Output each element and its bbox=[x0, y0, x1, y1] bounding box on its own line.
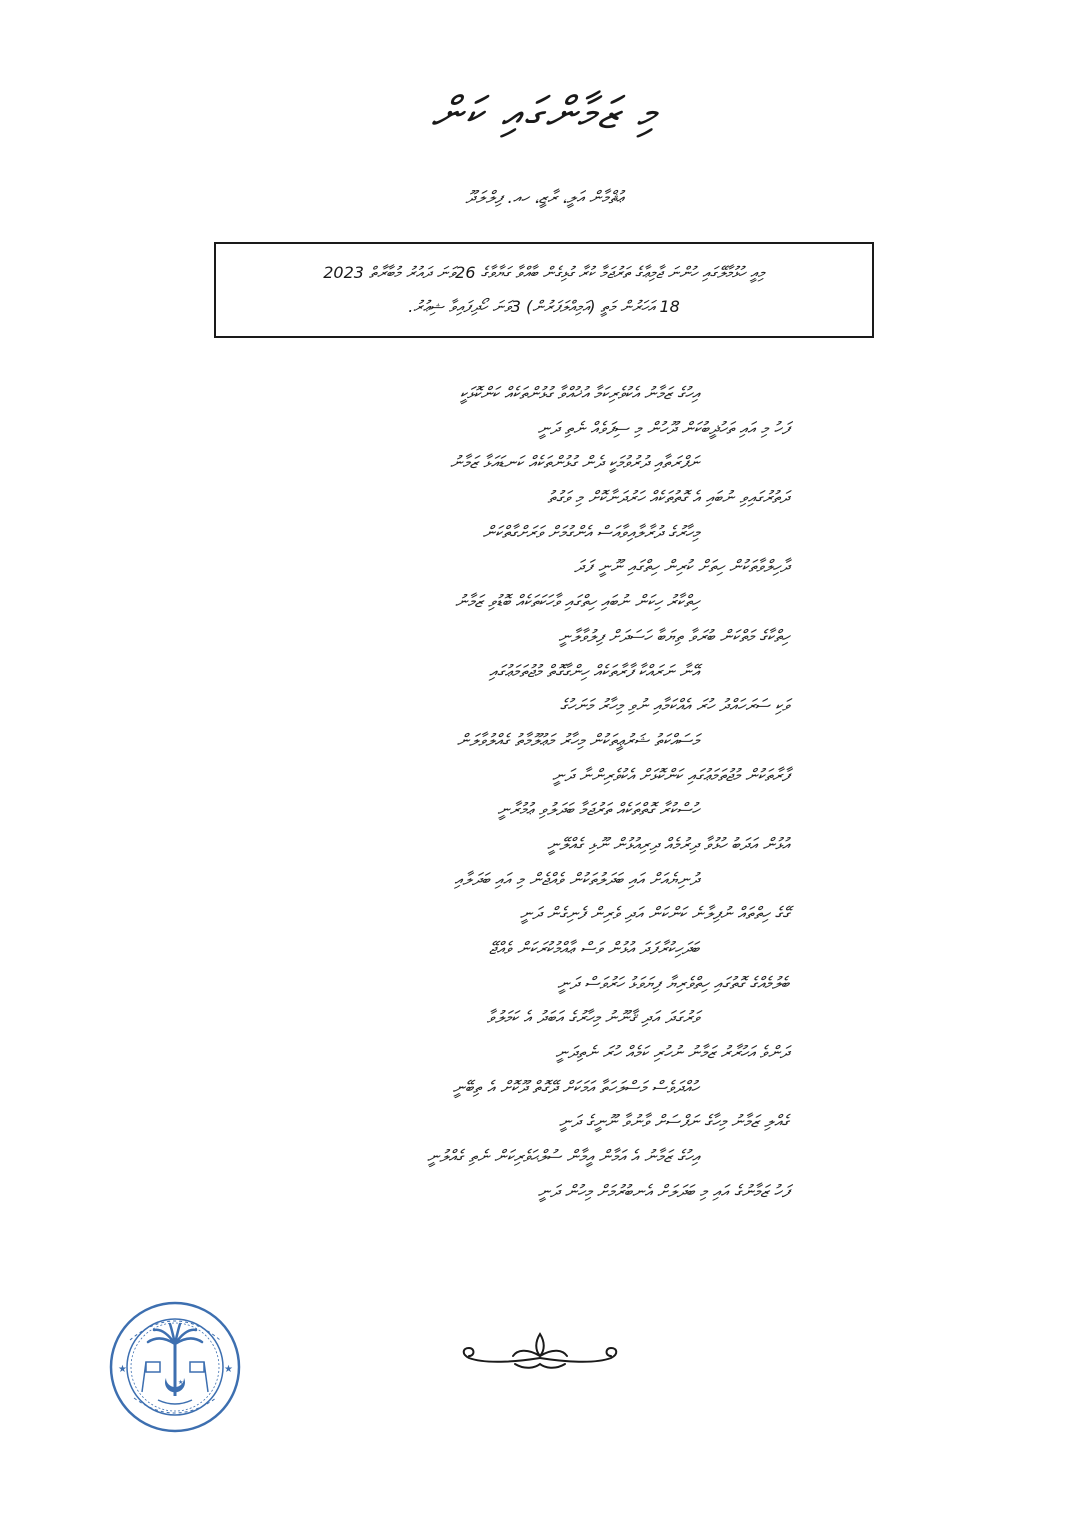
poem-verse: މަސައްކަތު ޝަރުޢީތަކުން މިހާރު މަޢުލޫމާތު ގެއްލުވާލަން bbox=[456, 730, 699, 751]
page-title: މި ޒަމާންގައި ކަން bbox=[430, 88, 659, 139]
svg-text:★: ★ bbox=[178, 1379, 184, 1386]
svg-text:★: ★ bbox=[118, 1364, 127, 1375]
poem-verse: ވަރުގަދަ އަދި ޤާނޫނު މިހާރުގެ އަބަދު އެ ކަމަލުވާ bbox=[486, 1008, 699, 1029]
info-box-line-1: މިއީ ހުޅުމާލޭގައި ހުންނަ ޖާމިޢާގެ ތަރުޖަމާ ކުރާ ގުޅިގެން ބާއްވާ ގަޔާވާގެ 26ވަނަ ދައުރު މުބާރާތް 2023 bbox=[323, 263, 765, 282]
poem-verse: ހުއްދަވެސް މަސްލަހަތާ އަމަކަށް ދޭގޮތް ދޫކޮށް އެ ތިބޭނީ bbox=[452, 1077, 699, 1098]
poem-verse: ބަދަހިކުރާފަދަ އުޅުން ވަސް ޢާއްމުކުރަކަން ވެއްޖޭ bbox=[488, 939, 699, 959]
poem-verse: ފަހު މި އައި ތަހުޛީބުކަން ދޫހުން މި ސިފަވެއް ނެތި ދަނީ bbox=[537, 418, 789, 439]
poem-verse: ދަތުރުގައިވި ނުބައި އެ ގޮތުތަކެއް ހަރުދަނާކޮށް މި ވަގުތު bbox=[547, 488, 789, 509]
poem-verse: ހިތްކާގެ މަތްކަން ބުރަވާ ތިޔަބާ ހަސަދަށް ފިލުވާލާނީ bbox=[558, 626, 789, 647]
info-box-line-2: 18 އަހަރުން މަތީ (އަމިއްލަފަރުން) 3ވަނަ ހޯދިފައިވާ ޝިޢުރު. bbox=[408, 297, 680, 316]
poem-verse: މިހާރުގެ ދުރާލާއިވާއަސް އެންގުމަށް ވަރަށްގާތްކަން bbox=[482, 522, 699, 543]
decorative-flourish-divider-icon bbox=[455, 1328, 625, 1376]
poem-verse: ގެއްލި ޒަމާނު މިހާގެ ނަފްސަށް ވާނުވާ ނޫނީގެ ދަނީ bbox=[558, 1112, 789, 1133]
poem-verse: ވަކި ސަރަހައްދު ހުރަ އެއްކަމާއި ނުވި މިހާރު މަނަހުގެ bbox=[559, 696, 789, 717]
poem-verse: އިހުގެ ޒަމާނު އެކުވެރިކަމާ އުޚުއްވާ ގުޅުންތަކެއް ކަންކޮޅަކީ bbox=[459, 384, 699, 404]
author-line: ޢުޘްމާން އަލީ، ރާޒީ، ހއ. ފިލްލަދޫ bbox=[465, 188, 624, 208]
national-emblem-seal-icon bbox=[108, 1300, 242, 1434]
poem-verse: އިހުގެ ޒަމާނު އެ އަމާން އީމާން ސުލްޙަވެރިކަން ނެތި ގެއްލުނީ bbox=[427, 1147, 699, 1168]
poem-verse: އޭނާ ނަރައްކާ ފާރާތަކެއް ހިންގާގޮތް މުޖުތަމަޢުގައި bbox=[488, 661, 699, 682]
poem-verse: ހުސްކުރާ ގޮތްތަކެއް ތަރުޖަމާ ބަދަލުވި ޢުމުރާނީ bbox=[497, 800, 699, 821]
poem-verse: ހިތްކާރު ހިކަން ނުބައި ހިތްގައި ވާހަކަތަކެއް ބޮޑުވި ޒަމާނު bbox=[455, 592, 699, 613]
competition-info-box bbox=[214, 242, 874, 338]
poem-verse: ފަހު ޒަމާނުގެ އައި މި ބަދަލަށް އެނބުރުމަށް މިހުން ދަނީ bbox=[537, 1181, 789, 1202]
poem-verse: ބެލުމެއްގެ ގޮތުގައި ހިތްވެރިޔާ ފިޔަވަޅު ހަރުވަސް ދަނީ bbox=[557, 973, 789, 994]
poem-body bbox=[0, 384, 1089, 1217]
svg-text:★: ★ bbox=[224, 1364, 233, 1375]
poem-verse: ގޭގެ ހިތްތައް ނުފިލާނެ ކަންކަން އަދި ވެރިން ފެނިގެން ދަނީ bbox=[519, 904, 789, 925]
poem-verse: ފާރާތަކުން މުޖުތަމަޢުގައި ކަންކޮޅަށް އެކުވެރިންނާ ދަނީ bbox=[552, 765, 789, 786]
poem-verse: އުޅުން އަދަބު ހުޅުވާ ދިރުމެއް ދިރިއުޅުން ނޫޅި ގެއްލޭނީ bbox=[546, 834, 789, 855]
poem-verse: ދަންވެ އަހުރާރު ޒަމާނު ނުހުރި ކަމެއް ހުރަ ނެތިދަނީ bbox=[555, 1043, 789, 1064]
poem-verse: ދުނިޔެއަށް އައި ބަދަލުތަކުން ވެއްޖެން މި އައި ބަދަލާއި bbox=[454, 869, 699, 890]
poem-verse: ދާހިލްވާތަކުން ހިތަށް ކުރިން ހިތްގައި ނޫނީ ފަދަ bbox=[574, 557, 789, 578]
poem-verse: ނަފްރަތާއި ދުރުވުމަކީ ދެން ގުޅުންތަކެއް ކަނޑައަޅާ ޒަމާނު bbox=[450, 453, 699, 474]
